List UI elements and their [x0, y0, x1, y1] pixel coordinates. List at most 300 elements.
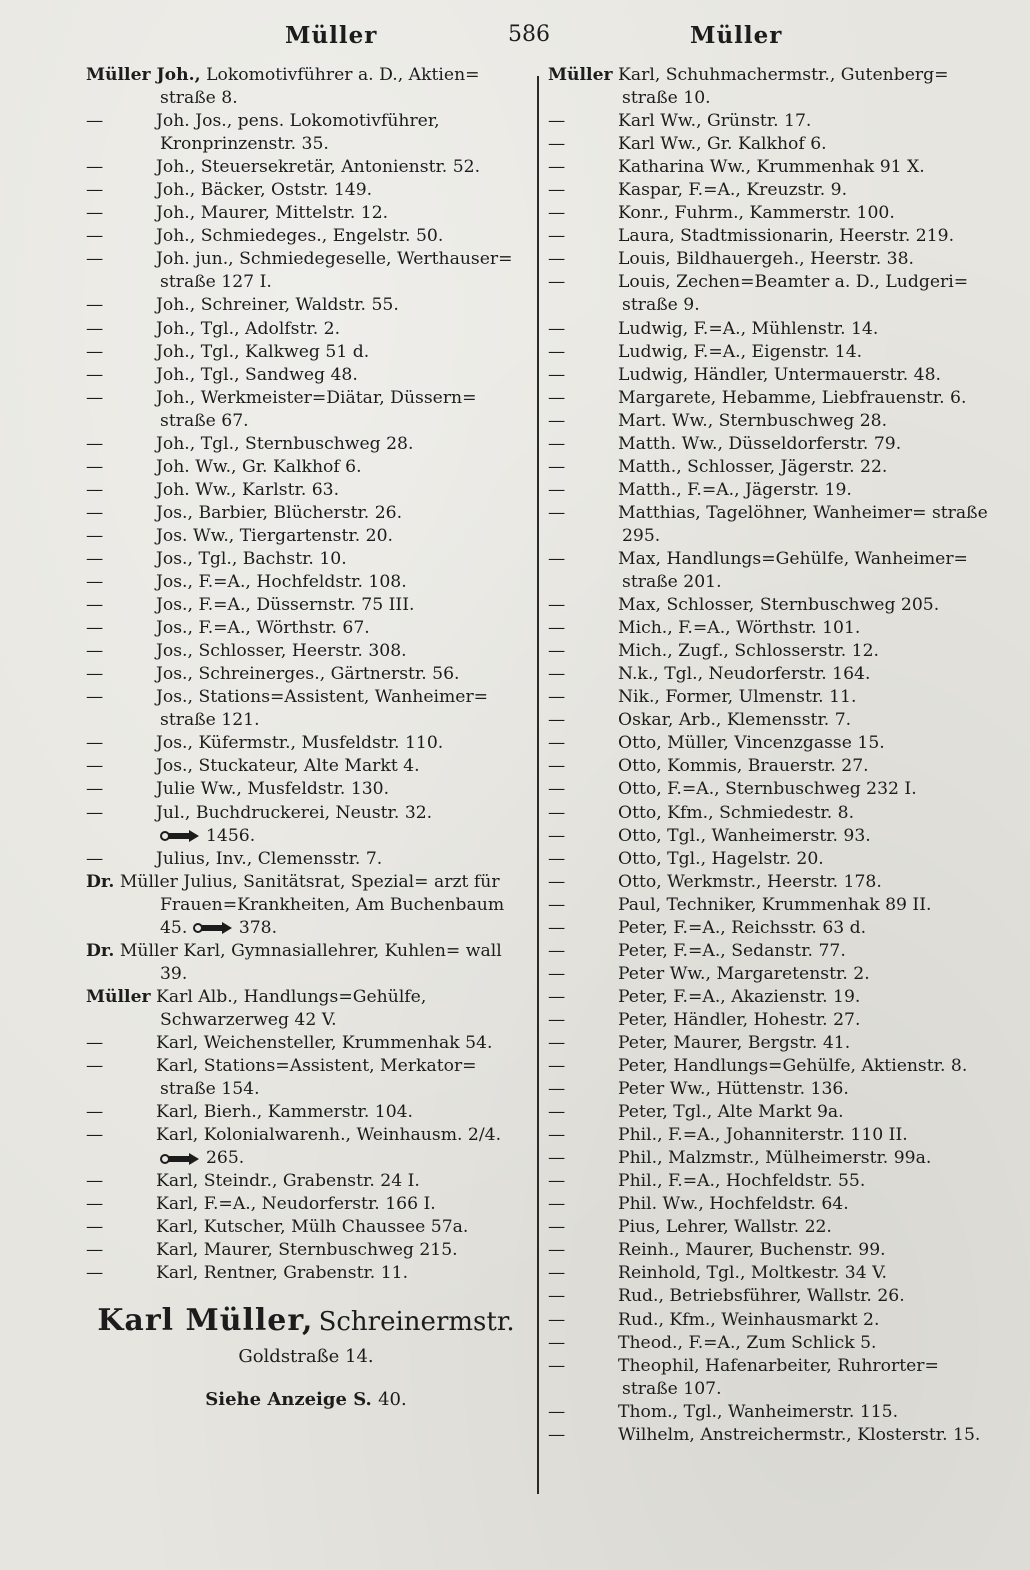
ditto-dash: —	[548, 779, 566, 800]
directory-entry	[86, 1101, 526, 1124]
directory-entry	[86, 110, 526, 156]
entry-text: Julie Ww., Musfeldstr. 130.	[156, 779, 390, 800]
ditto-dash: —	[548, 1171, 566, 1192]
ditto-dash: —	[548, 687, 566, 708]
ditto-dash: —	[548, 1079, 566, 1100]
directory-entry	[548, 110, 988, 133]
entry-text: Ludwig, F.=A., Eigenstr. 14.	[618, 341, 863, 362]
entry-text: Phil., F.=A., Hochfeldstr. 55.	[618, 1171, 866, 1192]
directory-entry	[548, 825, 988, 848]
entry-text: Otto, F.=A., Sternbuschweg 232 I.	[618, 779, 917, 800]
entry-text: Reinh., Maurer, Buchenstr. 99.	[618, 1240, 886, 1261]
ditto-dash: —	[548, 387, 566, 408]
directory-entry	[548, 1424, 988, 1447]
entry-text: Karl Ww., Gr. Kalkhof 6.	[618, 134, 827, 155]
entry-lead: Müller	[86, 986, 151, 1007]
directory-entry	[86, 433, 526, 456]
ditto-dash: —	[86, 433, 104, 454]
directory-entry	[548, 917, 988, 940]
entry-text: Konr., Fuhrm., Kammerstr. 100.	[618, 203, 895, 224]
directory-entry	[548, 940, 988, 963]
directory-entry	[86, 1032, 526, 1055]
entry-text: Ludwig, F.=A., Mühlenstr. 14.	[618, 318, 879, 339]
ditto-dash: —	[86, 1056, 104, 1077]
ditto-dash: —	[548, 1102, 566, 1123]
entry-text: Louis, Zechen=Beamter a. D., Ludgeri= straße 9.	[618, 272, 969, 316]
entry-text: Max, Handlungs=Gehülfe, Wanheimer= straße 201.	[618, 548, 968, 593]
directory-entry	[86, 548, 526, 571]
entry-text: Müller Julius, Sanitätsrat, Spezial= arzt für Frauen=Krankheiten, Am Buchenbaum 45.	[114, 871, 505, 938]
entry-text: Jul., Buchdruckerei, Neustr. 32.	[156, 802, 433, 823]
entry-text: Jos., Schlosser, Heerstr. 308.	[156, 641, 407, 662]
directory-entry	[548, 341, 988, 364]
entry-text: Peter, Händler, Hohestr. 27.	[618, 1009, 861, 1030]
directory-entry	[86, 802, 526, 825]
directory-entry	[86, 1170, 526, 1193]
entry-text: Karl, Bierh., Kammerstr. 104.	[156, 1102, 414, 1123]
ditto-dash: —	[548, 410, 566, 431]
ditto-dash: —	[548, 1332, 566, 1353]
entry-text: Phil., F.=A., Johanniterstr. 110 II.	[618, 1125, 908, 1146]
ditto-dash: —	[86, 525, 104, 546]
entry-text: N.k., Tgl., Neudorferstr. 164.	[618, 664, 871, 685]
directory-entry	[548, 410, 988, 433]
telephone-icon	[193, 921, 233, 935]
ditto-dash: —	[548, 1056, 566, 1077]
entry-text: Jos., Tgl., Bachstr. 10.	[156, 548, 347, 569]
ditto-dash: —	[548, 1032, 566, 1053]
ditto-dash: —	[548, 203, 566, 224]
directory-entry	[86, 732, 526, 755]
directory-entry	[86, 1055, 526, 1101]
directory-entry	[86, 364, 526, 387]
entry-text: Karl, Steindr., Grabenstr. 24 I.	[156, 1171, 420, 1192]
entry-text: Joh., Tgl., Kalkweg 51 d.	[156, 341, 370, 362]
directory-entry	[86, 387, 526, 433]
entry-text: Müller Karl, Gymnasiallehrer, Kuhlen= wall 39.	[114, 940, 502, 984]
ditto-dash: —	[86, 1263, 104, 1284]
entry-text: Joh. Ww., Karlstr. 63.	[156, 479, 340, 500]
directory-entry	[548, 1309, 988, 1332]
directory-entry	[548, 387, 988, 410]
directory-entry	[548, 1262, 988, 1285]
ditto-dash: —	[548, 502, 566, 523]
directory-entry	[548, 894, 988, 917]
directory-entry	[548, 133, 988, 156]
ditto-dash: —	[548, 249, 566, 270]
directory-entry	[548, 802, 988, 825]
directory-entry	[548, 202, 988, 225]
directory-entry	[86, 686, 526, 732]
ditto-dash: —	[548, 733, 566, 754]
entry-text: Rud., Betriebsführer, Wallstr. 26.	[618, 1286, 905, 1307]
phone-number: 378.	[238, 917, 278, 938]
entry-text: Margarete, Hebamme, Liebfrauenstr. 6.	[618, 387, 967, 408]
ditto-dash: —	[548, 1309, 566, 1330]
directory-entry	[548, 1147, 988, 1170]
ditto-dash: —	[86, 364, 104, 385]
directory-entry	[548, 1401, 988, 1424]
entry-text: Peter Ww., Margaretenstr. 2.	[618, 963, 870, 984]
directory-entry	[548, 848, 988, 871]
directory-entry	[548, 732, 988, 755]
directory-entry	[86, 502, 526, 525]
ditto-dash: —	[86, 295, 104, 316]
entry-text: Matth., Schlosser, Jägerstr. 22.	[618, 456, 888, 477]
ditto-dash: —	[548, 1194, 566, 1215]
ditto-dash: —	[548, 756, 566, 777]
directory-entry	[86, 640, 526, 663]
ditto-dash: —	[548, 1355, 566, 1376]
directory-entry	[548, 1216, 988, 1239]
ad-reference	[86, 1389, 526, 1410]
ditto-dash: —	[548, 341, 566, 362]
directory-entry	[548, 1239, 988, 1262]
directory-entry	[86, 456, 526, 479]
entry-text: Otto, Kfm., Schmiedestr. 8.	[618, 802, 855, 823]
entry-text: Nik., Former, Ulmenstr. 11.	[618, 687, 857, 708]
directory-entry	[548, 986, 988, 1009]
entry-text: Pius, Lehrer, Wallstr. 22.	[618, 1217, 832, 1238]
directory-entry	[548, 548, 988, 594]
ad-address: Goldstraße 14.	[238, 1346, 374, 1368]
directory-entry	[86, 479, 526, 502]
ditto-dash: —	[548, 963, 566, 984]
directory-entry	[548, 1101, 988, 1124]
entry-text: Laura, Stadtmissionarin, Heerstr. 219.	[618, 226, 955, 247]
entry-text: Thom., Tgl., Wanheimerstr. 115.	[618, 1401, 899, 1422]
entry-text: Julius, Inv., Clemensstr. 7.	[156, 848, 383, 869]
directory-entry	[548, 640, 988, 663]
directory-entry	[548, 617, 988, 640]
phone-line	[86, 825, 526, 848]
ditto-dash: —	[548, 664, 566, 685]
entry-text: Joh., Schreiner, Waldstr. 55.	[156, 295, 399, 316]
ad-trade: Schreinermstr.	[318, 1307, 515, 1338]
entry-text: Karl, F.=A., Neudorferstr. 166 I.	[156, 1194, 436, 1215]
ad-ref-page: 40.	[378, 1389, 407, 1411]
entry-lead: Müller	[548, 65, 613, 85]
ditto-dash: —	[86, 687, 104, 708]
entry-text: Joh. Jos., pens. Lokomotivführer, Kronprinzenstr. 35.	[156, 111, 440, 155]
entry-text: Mich., Zugf., Schlosserstr. 12.	[618, 641, 879, 662]
entry-text: Karl, Schuhmachermstr., Gutenberg= straße 10.	[612, 65, 949, 109]
ditto-dash: —	[86, 318, 104, 339]
entry-text: Jos. Ww., Tiergartenstr. 20.	[156, 525, 393, 546]
directory-entry	[86, 594, 526, 617]
directory-entry	[548, 502, 988, 548]
entry-text: Theophil, Hafenarbeiter, Ruhrorter= straße 107.	[618, 1355, 939, 1399]
directory-entry	[548, 755, 988, 778]
entry-text: Mich., F.=A., Wörthstr. 101.	[618, 618, 861, 639]
directory-entry	[548, 456, 988, 479]
page-number: 586	[508, 22, 550, 47]
entry-text: Reinhold, Tgl., Moltkestr. 34 V.	[618, 1263, 887, 1284]
directory-entry	[548, 871, 988, 894]
entry-text: Otto, Werkmstr., Heerstr. 178.	[618, 871, 882, 892]
directory-entry	[548, 64, 988, 110]
entry-text: Peter, F.=A., Sedanstr. 77.	[618, 940, 846, 961]
ditto-dash: —	[548, 802, 566, 823]
ditto-dash: —	[86, 341, 104, 362]
directory-entry	[86, 156, 526, 179]
entry-text: Joh., Werkmeister=Diätar, Düssern= straße 67.	[156, 387, 477, 431]
entry-text: Karl, Kutscher, Mülh Chaussee 57a.	[156, 1217, 469, 1238]
entry-text: Jos., Stations=Assistent, Wanheimer= straße 121.	[156, 687, 489, 731]
directory-entry	[548, 663, 988, 686]
entry-text: Matth., F.=A., Jägerstr. 19.	[618, 479, 852, 500]
directory-entry	[548, 156, 988, 179]
left-column	[86, 64, 526, 1410]
directory-entry	[548, 1332, 988, 1355]
ditto-dash: —	[86, 802, 104, 823]
ad-ref-label: Siehe Anzeige S.	[205, 1389, 372, 1411]
directory-entry	[86, 248, 526, 294]
ditto-dash: —	[548, 917, 566, 938]
entry-text: Max, Schlosser, Sternbuschweg 205.	[618, 595, 940, 616]
directory-entry	[86, 778, 526, 801]
entry-text: Karl, Kolonialwarenh., Weinhausm. 2/4.	[156, 1125, 502, 1146]
entry-text: Karl, Stations=Assistent, Merkator= straße 154.	[156, 1056, 477, 1100]
telephone-icon	[160, 829, 200, 843]
ditto-dash: —	[548, 1286, 566, 1307]
ditto-dash: —	[548, 595, 566, 616]
directory-entry	[548, 225, 988, 248]
ditto-dash: —	[548, 1125, 566, 1146]
ditto-dash: —	[86, 203, 104, 224]
ditto-dash: —	[548, 226, 566, 247]
telephone-icon	[160, 1152, 200, 1166]
advertisement	[86, 1303, 526, 1410]
directory-entry	[548, 686, 988, 709]
ditto-dash: —	[548, 272, 566, 293]
entry-text: Jos., Barbier, Blücherstr. 26.	[156, 502, 403, 523]
ditto-dash: —	[548, 825, 566, 846]
ditto-dash: —	[548, 157, 566, 178]
entry-text: Otto, Kommis, Brauerstr. 27.	[618, 756, 869, 777]
entry-text: Jos., Schreinerges., Gärtnerstr. 56.	[156, 664, 460, 685]
ditto-dash: —	[86, 226, 104, 247]
directory-entry	[86, 318, 526, 341]
entry-text: Jos., Stuckateur, Alte Markt 4.	[156, 756, 420, 777]
entry-text: Karl Ww., Grünstr. 17.	[618, 111, 812, 132]
ditto-dash: —	[548, 710, 566, 731]
directory-entry	[86, 940, 526, 986]
ditto-dash: —	[86, 479, 104, 500]
directory-entry	[548, 1170, 988, 1193]
phone-line	[86, 1147, 526, 1170]
ditto-dash: —	[548, 986, 566, 1007]
ditto-dash: —	[86, 1125, 104, 1146]
ditto-dash: —	[86, 1240, 104, 1261]
ditto-dash: —	[86, 502, 104, 523]
directory-entry	[86, 571, 526, 594]
ditto-dash: —	[86, 1032, 104, 1053]
entry-text: Paul, Techniker, Krummenhak 89 II.	[618, 894, 932, 915]
ditto-dash: —	[548, 1217, 566, 1238]
left-running-head: Müller	[285, 22, 378, 49]
ditto-dash: —	[86, 779, 104, 800]
ditto-dash: —	[86, 180, 104, 201]
entry-lead: Müller Joh.,	[86, 65, 201, 85]
entry-text: Otto, Tgl., Wanheimerstr. 93.	[618, 825, 871, 846]
column-divider	[537, 76, 539, 1494]
ditto-dash: —	[548, 871, 566, 892]
directory-entry	[548, 1032, 988, 1055]
ditto-dash: —	[86, 1217, 104, 1238]
entry-text: Karl Alb., Handlungs=Gehülfe, Schwarzerweg 42 V.	[150, 986, 427, 1030]
directory-entry	[86, 755, 526, 778]
directory-entry	[86, 871, 526, 940]
entry-text: Katharina Ww., Krummenhak 91 X.	[618, 157, 925, 178]
entry-text: Ludwig, Händler, Untermauerstr. 48.	[618, 364, 942, 385]
entry-text: Otto, Müller, Vincenzgasse 15.	[618, 733, 885, 754]
entry-text: Peter, Handlungs=Gehülfe, Aktienstr. 8.	[618, 1056, 968, 1077]
entry-lead: Dr.	[86, 871, 115, 892]
entry-text: Phil. Ww., Hochfeldstr. 64.	[618, 1194, 849, 1215]
directory-entry	[548, 1355, 988, 1401]
entry-text: Peter, Maurer, Bergstr. 41.	[618, 1032, 851, 1053]
entry-text: Joh., Schmiedeges., Engelstr. 50.	[156, 226, 444, 247]
directory-entry	[548, 364, 988, 387]
directory-entry	[548, 179, 988, 202]
directory-entry	[548, 709, 988, 732]
entry-text: Wilhelm, Anstreichermstr., Klosterstr. 15.	[618, 1424, 981, 1445]
right-column	[548, 64, 988, 1447]
entry-text: Joh., Steuersekretär, Antonienstr. 52.	[156, 157, 481, 178]
ditto-dash: —	[86, 1171, 104, 1192]
ad-title	[86, 1303, 526, 1338]
entry-text: Phil., Malzmstr., Mülheimerstr. 99a.	[618, 1148, 932, 1169]
directory-entry	[86, 341, 526, 364]
ditto-dash: —	[86, 1194, 104, 1215]
directory-entry	[86, 1216, 526, 1239]
directory-entry	[548, 271, 988, 317]
ditto-dash: —	[548, 180, 566, 201]
directory-entry	[86, 294, 526, 317]
ditto-dash: —	[86, 1102, 104, 1123]
ditto-dash: —	[86, 664, 104, 685]
ditto-dash: —	[86, 595, 104, 616]
ditto-dash: —	[548, 894, 566, 915]
right-running-head: Müller	[690, 22, 783, 49]
ditto-dash: —	[86, 387, 104, 408]
directory-entry	[548, 963, 988, 986]
directory-entry	[86, 848, 526, 871]
entry-text: Matth. Ww., Düsseldorferstr. 79.	[618, 433, 902, 454]
ditto-dash: —	[548, 1424, 566, 1445]
entry-text: Karl, Rentner, Grabenstr. 11.	[156, 1263, 409, 1284]
ditto-dash: —	[86, 456, 104, 477]
ditto-dash: —	[86, 848, 104, 869]
directory-entry	[548, 1285, 988, 1308]
ditto-dash: —	[548, 940, 566, 961]
entry-text: Kaspar, F.=A., Kreuzstr. 9.	[618, 180, 848, 201]
phone-number: 265.	[206, 1148, 245, 1169]
directory-entry	[86, 663, 526, 686]
ditto-dash: —	[548, 848, 566, 869]
directory-entry	[86, 986, 526, 1032]
entry-text: Peter, F.=A., Akazienstr. 19.	[618, 986, 861, 1007]
entry-text: Louis, Bildhauergeh., Heerstr. 38.	[618, 249, 914, 270]
ditto-dash: —	[86, 548, 104, 569]
ditto-dash: —	[86, 733, 104, 754]
directory-entry	[548, 1009, 988, 1032]
ditto-dash: —	[548, 318, 566, 339]
directory-entry	[86, 64, 526, 110]
ditto-dash: —	[548, 618, 566, 639]
entry-text: Lokomotivführer a. D., Aktien= straße 8.	[160, 65, 480, 109]
entry-text: Matthias, Tagelöhner, Wanheimer= straße 295.	[618, 502, 988, 546]
directory-entry	[548, 1055, 988, 1078]
entry-text: Joh., Tgl., Sandweg 48.	[156, 364, 358, 385]
ditto-dash: —	[548, 1148, 566, 1169]
entry-lead: Dr.	[86, 940, 115, 961]
entry-text: Karl, Weichensteller, Krummenhak 54.	[156, 1032, 493, 1053]
directory-entry	[548, 318, 988, 341]
entry-text: Rud., Kfm., Weinhausmarkt 2.	[618, 1309, 880, 1330]
directory-entry	[86, 1262, 526, 1285]
directory-entry	[86, 1239, 526, 1262]
ditto-dash: —	[86, 756, 104, 777]
ditto-dash: —	[86, 641, 104, 662]
ditto-dash: —	[86, 572, 104, 593]
ditto-dash: —	[548, 134, 566, 155]
ditto-dash: —	[86, 249, 104, 270]
directory-entry	[548, 433, 988, 456]
directory-entry	[86, 525, 526, 548]
entry-text: Otto, Tgl., Hagelstr. 20.	[618, 848, 824, 869]
ditto-dash: —	[548, 433, 566, 454]
directory-entry	[86, 179, 526, 202]
entry-text: Joh. jun., Schmiedegeselle, Werthauser= straße 127 I.	[156, 249, 513, 293]
entry-text: Jos., F.=A., Düssernstr. 75 III.	[156, 595, 415, 616]
directory-entry	[548, 1124, 988, 1147]
phone-number: 1456.	[206, 825, 256, 846]
entry-text: Karl, Maurer, Sternbuschweg 215.	[156, 1240, 458, 1261]
directory-entry	[548, 1078, 988, 1101]
entry-text: Joh., Bäcker, Oststr. 149.	[156, 180, 373, 201]
directory-entry	[86, 225, 526, 248]
ditto-dash: —	[548, 111, 566, 132]
directory-entry	[86, 1193, 526, 1216]
entry-text: Mart. Ww., Sternbuschweg 28.	[618, 410, 888, 431]
ditto-dash: —	[548, 1240, 566, 1261]
directory-entry	[86, 1124, 526, 1147]
entry-text: Peter, Tgl., Alte Markt 9a.	[618, 1102, 844, 1123]
ditto-dash: —	[86, 618, 104, 639]
ditto-dash: —	[86, 111, 104, 132]
entry-text: Jos., F.=A., Hochfeldstr. 108.	[156, 572, 407, 593]
directory-entry	[86, 617, 526, 640]
entry-text: Peter, F.=A., Reichsstr. 63 d.	[618, 917, 867, 938]
ditto-dash: —	[548, 1263, 566, 1284]
entry-text: Joh., Tgl., Sternbuschweg 28.	[156, 433, 414, 454]
ditto-dash: —	[548, 456, 566, 477]
directory-entry	[548, 1193, 988, 1216]
page-header	[0, 22, 1030, 62]
entry-text: Oskar, Arb., Klemensstr. 7.	[618, 710, 852, 731]
entry-text: Jos., Küfermstr., Musfeldstr. 110.	[156, 733, 444, 754]
ditto-dash: —	[86, 157, 104, 178]
ditto-dash: —	[548, 1401, 566, 1422]
directory-entry	[548, 594, 988, 617]
directory-entry	[86, 202, 526, 225]
ad-name: Karl Müller,	[97, 1303, 314, 1339]
entry-text: Peter Ww., Hüttenstr. 136.	[618, 1079, 849, 1100]
entry-text: Joh. Ww., Gr. Kalkhof 6.	[156, 456, 362, 477]
ditto-dash: —	[548, 1009, 566, 1030]
